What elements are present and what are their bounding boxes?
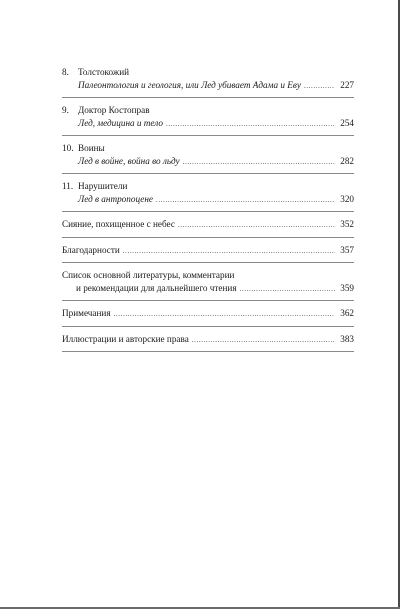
divider [62,135,354,136]
page-number: 357 [340,244,354,255]
chapter-number: 11. [62,181,74,191]
page-number: 282 [340,155,354,166]
table-of-contents [62,66,354,358]
chapter-number: 10. [62,143,74,153]
divider [62,351,354,352]
page-number: 359 [340,282,354,293]
chapter-number: 9. [62,105,69,115]
dot-leader [123,244,335,258]
divider [62,237,354,238]
section-title-line-2: и рекомендации для дальнейшего чтения [76,282,237,293]
toc-entry-notes[interactable] [62,307,354,321]
page-number: 383 [340,333,354,344]
divider [62,262,354,263]
chapter-subtitle: Лед, медицина и тело [78,117,163,128]
page-number: 362 [340,308,354,318]
chapter-number: 8. [62,67,69,77]
chapter-subtitle: Лед в антропоцене [78,193,153,204]
toc-entry-chapter-11[interactable] [62,180,354,206]
divider [62,326,354,327]
dot-leader [192,333,335,347]
chapter-title: Нарушители [78,181,128,191]
toc-entry-acknowledgements[interactable] [62,244,354,258]
divider [62,300,354,301]
divider [62,97,354,98]
chapter-title: Воины [78,143,105,153]
toc-entry-chapter-10[interactable] [62,142,354,168]
page-number: 227 [340,79,354,90]
page-number: 352 [340,219,354,229]
dot-leader [156,193,335,207]
dot-leader [166,117,335,131]
divider [62,211,354,212]
section-title: Примечания [62,308,111,318]
section-title: Сияние, похищенное с небес [62,219,175,229]
chapter-subtitle: Палеонтология и геология, или Лед убивает Адама и Еву [78,79,301,90]
toc-entry-illustrations[interactable] [62,333,354,347]
toc-entry-epilogue[interactable] [62,218,354,232]
dot-leader [304,79,335,93]
chapter-title: Доктор Костоправ [78,105,150,115]
chapter-title: Толстокожий [78,67,130,77]
page-number: 254 [340,117,354,128]
dot-leader [114,307,335,321]
page-number: 320 [340,193,354,204]
section-title: Благодарности [62,244,120,255]
section-title-line-1: Список основной литературы, комментарии [62,270,235,280]
toc-entry-chapter-8[interactable] [62,66,354,92]
divider [62,173,354,174]
toc-entry-bibliography[interactable] [62,269,354,295]
dot-leader [178,218,335,232]
section-title: Иллюстрации и авторские права [62,333,189,344]
chapter-subtitle: Лед в войне, война во льду [78,155,180,166]
dot-leader [183,155,335,169]
toc-entry-chapter-9[interactable] [62,104,354,130]
dot-leader [240,282,335,296]
